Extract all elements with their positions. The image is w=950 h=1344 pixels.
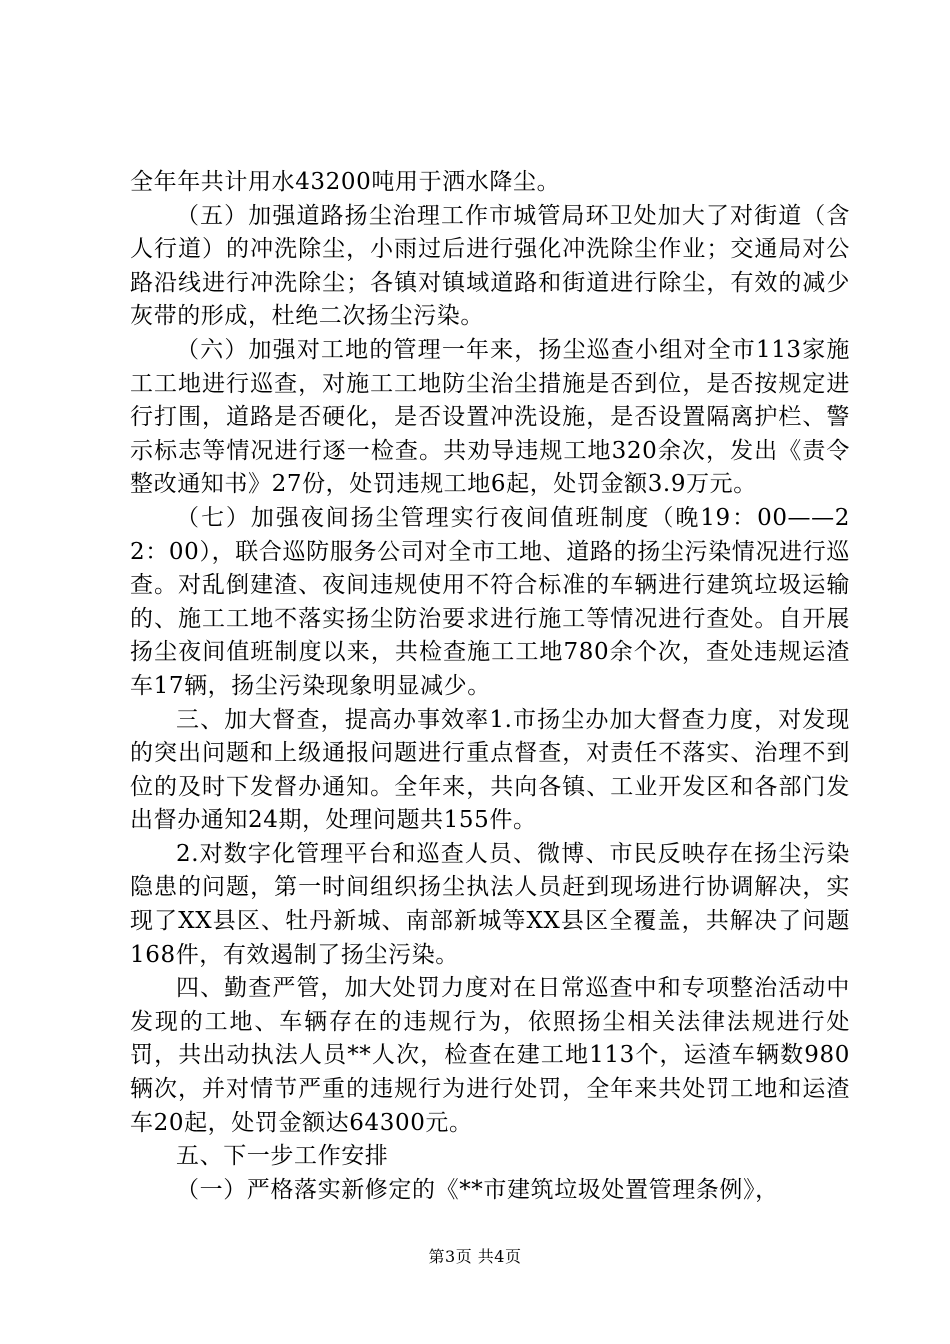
paragraph-road-dust: （五）加强道路扬尘治理工作市城管局环卫处加大了对街道（含人行道）的冲洗除尘，小雨过后进行强化冲洗除尘作业；交通局对公路沿线进行冲洗除尘；各镇对镇域道路和街道进行除尘，有效的减少灰带的形成，杜绝二次扬尘污染。: [130, 202, 850, 330]
paragraph-supervision: 三、加大督查，提高办事效率1.市扬尘办加大督查力度，对发现的突出问题和上级通报问题进行重点督查，对责任不落实、治理不到位的及时下发督办通知。全年来，共向各镇、工业开发区和各部门发出督办通知24期，处理问题共155件。: [130, 706, 850, 834]
paragraph-regulations: （一）严格落实新修定的《**市建筑垃圾处置管理条例》，: [176, 1176, 779, 1203]
paragraph-site-management: （六）加强对工地的管理一年来，扬尘巡查小组对全市113家施工工地进行巡查，对施工工地防尘治尘措施是否到位，是否按规定进行打围，道路是否硬化，是否设置冲洗设施，是否设置隔离护栏、警示标志等情况进行逐一检查。共劝导违规工地320余次，发出《责令整改通知书》27份，处罚违规工地6起，处罚金额3.9万元。: [130, 336, 850, 498]
paragraph-penalties: 四、勤查严管，加大处罚力度对在日常巡查中和专项整治活动中发现的工地、车辆存在的违规行为，依照扬尘相关法律法规进行处罚，共出动执法人员**人次，检查在建工地113个，运渣车辆数980辆次，并对情节严重的违规行为进行处罚，全年来共处罚工地和运渣车20起，处罚金额达64300元。: [130, 975, 850, 1136]
page-footer: 第3页 共4页: [428, 1247, 522, 1266]
paragraph-night-duty: （七）加强夜间扬尘管理实行夜间值班制度（晚19：00——22：00），联合巡防服务公司对全市工地、道路的扬尘污染情况进行巡查。对乱倒建渣、夜间违规使用不符合标准的车辆进行建筑垃圾运输的、施工工地不落实扬尘防治要求进行施工等情况进行查处。自开展扬尘夜间值班制度以来，共检查施工工地780余个次，查处违规运渣车17辆，扬尘污染现象明显减少。: [130, 504, 850, 699]
section-heading-next-steps: 五、下一步工作安排: [176, 1143, 389, 1170]
document-body: [130, 166, 850, 1207]
paragraph-water-usage: 全年年共计用水43200吨用于洒水降尘。: [130, 169, 561, 195]
paragraph-digital-platform: 2.对数字化管理平台和巡查人员、微博、市民反映存在扬尘污染隐患的问题，第一时间组织扬尘执法人员赶到现场进行协调解决，实现了XX县区、牡丹新城、南部新城等XX县区全覆盖，共解决了问题168件，有效遏制了扬尘污染。: [130, 840, 850, 968]
